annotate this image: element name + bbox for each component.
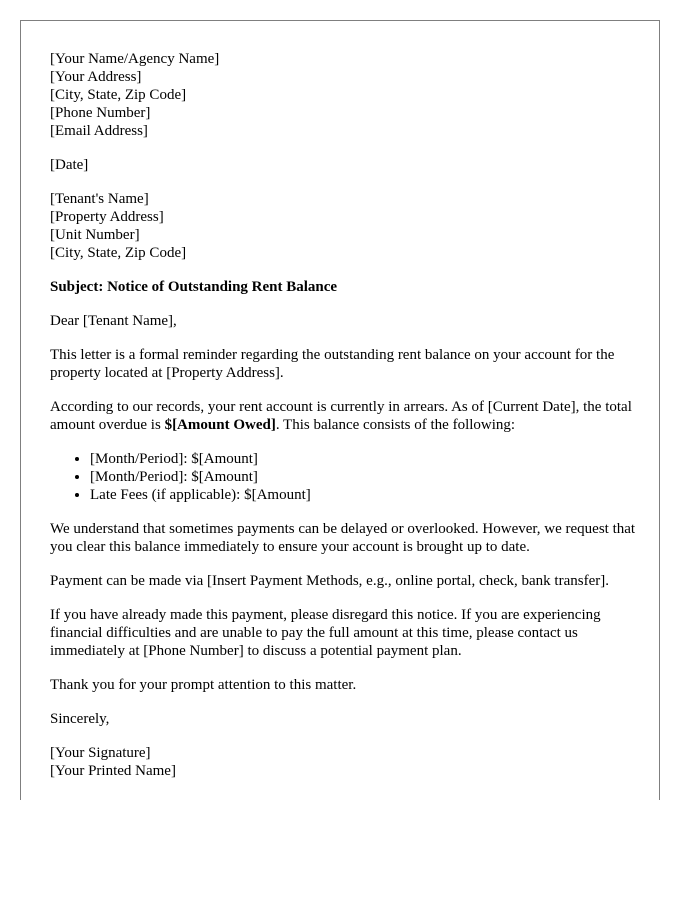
closing: Sincerely, xyxy=(50,711,110,727)
records-text-before: According to our records, your rent account is currently in arrears. As of [Current Date], the total amount overdue is xyxy=(50,399,632,433)
list-item: • [Month/Period]: $[Amount] xyxy=(90,450,640,468)
balance-list xyxy=(50,450,640,504)
recipient-name: [Tenant's Name] xyxy=(50,191,149,207)
letter-subject xyxy=(50,278,640,296)
sender-phone: [Phone Number] xyxy=(50,105,151,121)
sender-block xyxy=(50,50,640,140)
sender-address: [Your Address] xyxy=(50,69,142,85)
recipient-property: [Property Address] xyxy=(50,209,164,225)
amount-owed: $[Amount Owed] xyxy=(164,417,276,433)
salutation: Dear [Tenant Name], xyxy=(50,313,177,329)
understand-paragraph: We understand that sometimes payments can be delayed or overlooked. However, we request that you clear this balance immediately to ensure your account is brought up to date. xyxy=(50,521,636,555)
thanks-paragraph: Thank you for your prompt attention to this matter. xyxy=(50,677,357,693)
recipient-unit: [Unit Number] xyxy=(50,227,140,243)
intro-paragraph: This letter is a formal reminder regarding the outstanding rent balance on your account for the property located at [Property Address]. xyxy=(50,347,615,381)
sender-email: [Email Address] xyxy=(50,123,148,139)
already-paid-paragraph: If you have already made this payment, please disregard this notice. If you are experiencing financial difficulties and are unable to pay the full amount at this time, please contact us immediately at [Phone Number] to discuss a potential payment plan. xyxy=(50,607,601,659)
list-item: • [Month/Period]: $[Amount] xyxy=(90,468,640,486)
letter-page xyxy=(20,20,660,800)
sender-city-state-zip: [City, State, Zip Code] xyxy=(50,87,187,103)
sender-name: [Your Name/Agency Name] xyxy=(50,51,220,67)
signature: [Your Signature] xyxy=(50,745,151,761)
records-text-after: . This balance consists of the following: xyxy=(275,417,516,433)
letter-content xyxy=(50,50,640,796)
printed-name: [Your Printed Name] xyxy=(50,763,176,779)
signature-block xyxy=(50,744,640,780)
records-paragraph xyxy=(50,398,640,434)
letter-date: [Date] xyxy=(50,157,89,173)
recipient-block xyxy=(50,190,640,262)
payment-paragraph: Payment can be made via [Insert Payment Methods, e.g., online portal, check, bank transfer]. xyxy=(50,573,609,589)
list-item: • Late Fees (if applicable): $[Amount] xyxy=(90,486,640,504)
recipient-city-state-zip: [City, State, Zip Code] xyxy=(50,245,187,261)
subject-text: Subject: Notice of Outstanding Rent Balance xyxy=(50,279,338,295)
